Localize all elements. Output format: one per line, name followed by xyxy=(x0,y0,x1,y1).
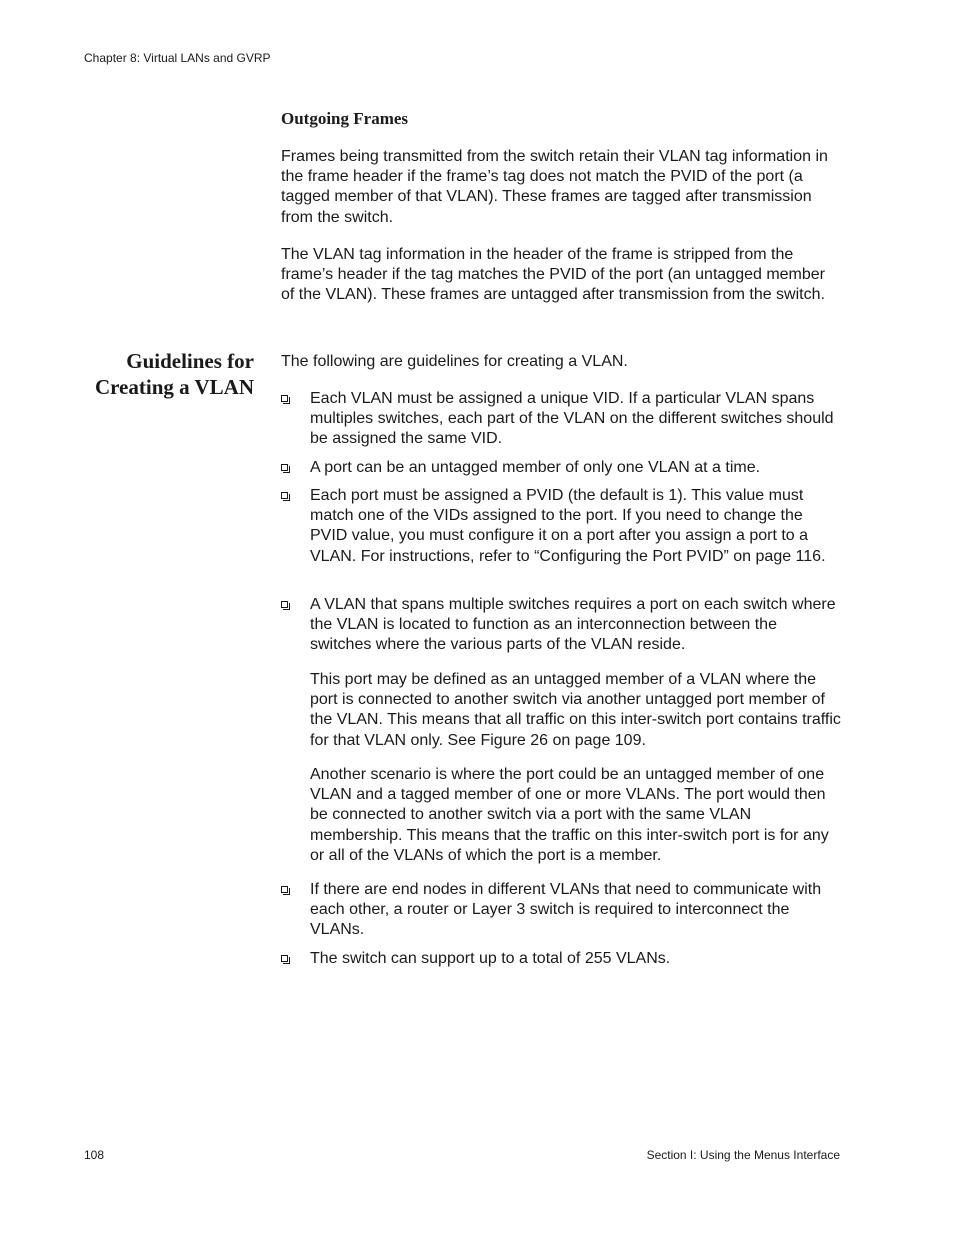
running-head: Chapter 8: Virtual LANs and GVRP xyxy=(84,51,271,65)
guidelines-list-d xyxy=(281,595,841,656)
guidelines-heading-line2: Creating a VLAN xyxy=(94,375,254,399)
checkbox-bullet-icon xyxy=(281,886,288,893)
guidelines-intro-text: The following are guidelines for creating a VLAN. xyxy=(281,353,628,370)
bullet-text: Each VLAN must be assigned a unique VID. If a particular VLAN spans multiples switches, each part of the VLAN on the different switches should be assigned the same VID. xyxy=(310,390,834,448)
outgoing-frames-heading: Outgoing Frames xyxy=(281,109,409,128)
guidelines-sub-para-2 xyxy=(281,765,841,866)
outgoing-para-2 xyxy=(281,245,841,306)
checkbox-bullet-icon xyxy=(281,395,288,402)
checkbox-bullet-icon xyxy=(281,955,288,962)
list-item xyxy=(281,389,841,450)
bullet-text: If there are end nodes in different VLANs that need to communicate with each other, a router or Layer 3 switch is required to interconnect the VLANs. xyxy=(310,881,822,939)
guidelines-heading xyxy=(70,348,254,400)
guidelines-intro xyxy=(281,352,841,372)
guidelines-list-f xyxy=(281,949,841,969)
list-item xyxy=(281,486,841,567)
footer-section-title: Section I: Using the Menus Interface xyxy=(646,1148,840,1162)
list-item xyxy=(281,595,841,656)
guidelines-heading-line1: Guidelines for xyxy=(126,349,254,373)
bullet-text: A VLAN that spans multiple switches requires a port on each switch where the VLAN is located to function as an interconnection between the switches where the various parts of the VLAN reside. xyxy=(310,596,836,654)
outgoing-para-1 xyxy=(281,147,841,228)
bullet-text: Each port must be assigned a PVID (the default is 1). This value must match one of the VIDs assigned to the port. If you need to change the PVID value, you must configure it on a port after you assign a port to a VLAN. For instructions, refer to “Configuring the Port PVID” on page 116. xyxy=(310,487,826,565)
guidelines-list-a xyxy=(281,389,841,450)
page-number: 108 xyxy=(84,1148,105,1162)
checkbox-bullet-icon xyxy=(281,601,288,608)
bullet-text: A port can be an untagged member of only one VLAN at a time. xyxy=(310,459,761,476)
list-item xyxy=(281,458,841,478)
guidelines-list-c xyxy=(281,486,841,567)
list-item xyxy=(281,880,841,941)
guidelines-sub-para-1 xyxy=(281,670,841,751)
checkbox-bullet-icon xyxy=(281,464,288,471)
sub-para-1-text: This port may be defined as an untagged member of a VLAN where the port is connected to another switch via another untagged port member of the VLAN. This means that all traffic on this inter-switch port contains traffic for that VLAN only. See Figure 26 on page 109. xyxy=(310,671,841,749)
sub-para-2-text: Another scenario is where the port could be an untagged member of one VLAN and a tagged member of one or more VLANs. The port would then be connected to another switch via a port with the same VLAN membership. This means that the traffic on this inter-switch port is for any or all of the VLANs of which the port is a member. xyxy=(310,766,829,864)
guidelines-list-b xyxy=(281,458,841,478)
outgoing-para-2-text: The VLAN tag information in the header of the frame is stripped from the frame’s header if the tag matches the PVID of the port (an untagged member of the VLAN). These frames are untagged after transmission from the switch. xyxy=(281,246,826,304)
bullet-text: The switch can support up to a total of 255 VLANs. xyxy=(310,950,671,967)
guidelines-list-e xyxy=(281,880,841,941)
checkbox-bullet-icon xyxy=(281,492,288,499)
list-item xyxy=(281,949,841,969)
outgoing-para-1-text: Frames being transmitted from the switch retain their VLAN tag information in the frame header if the frame’s tag does not match the PVID of the port (a tagged member of that VLAN). These frames are tagged after transmission from the switch. xyxy=(281,148,828,226)
